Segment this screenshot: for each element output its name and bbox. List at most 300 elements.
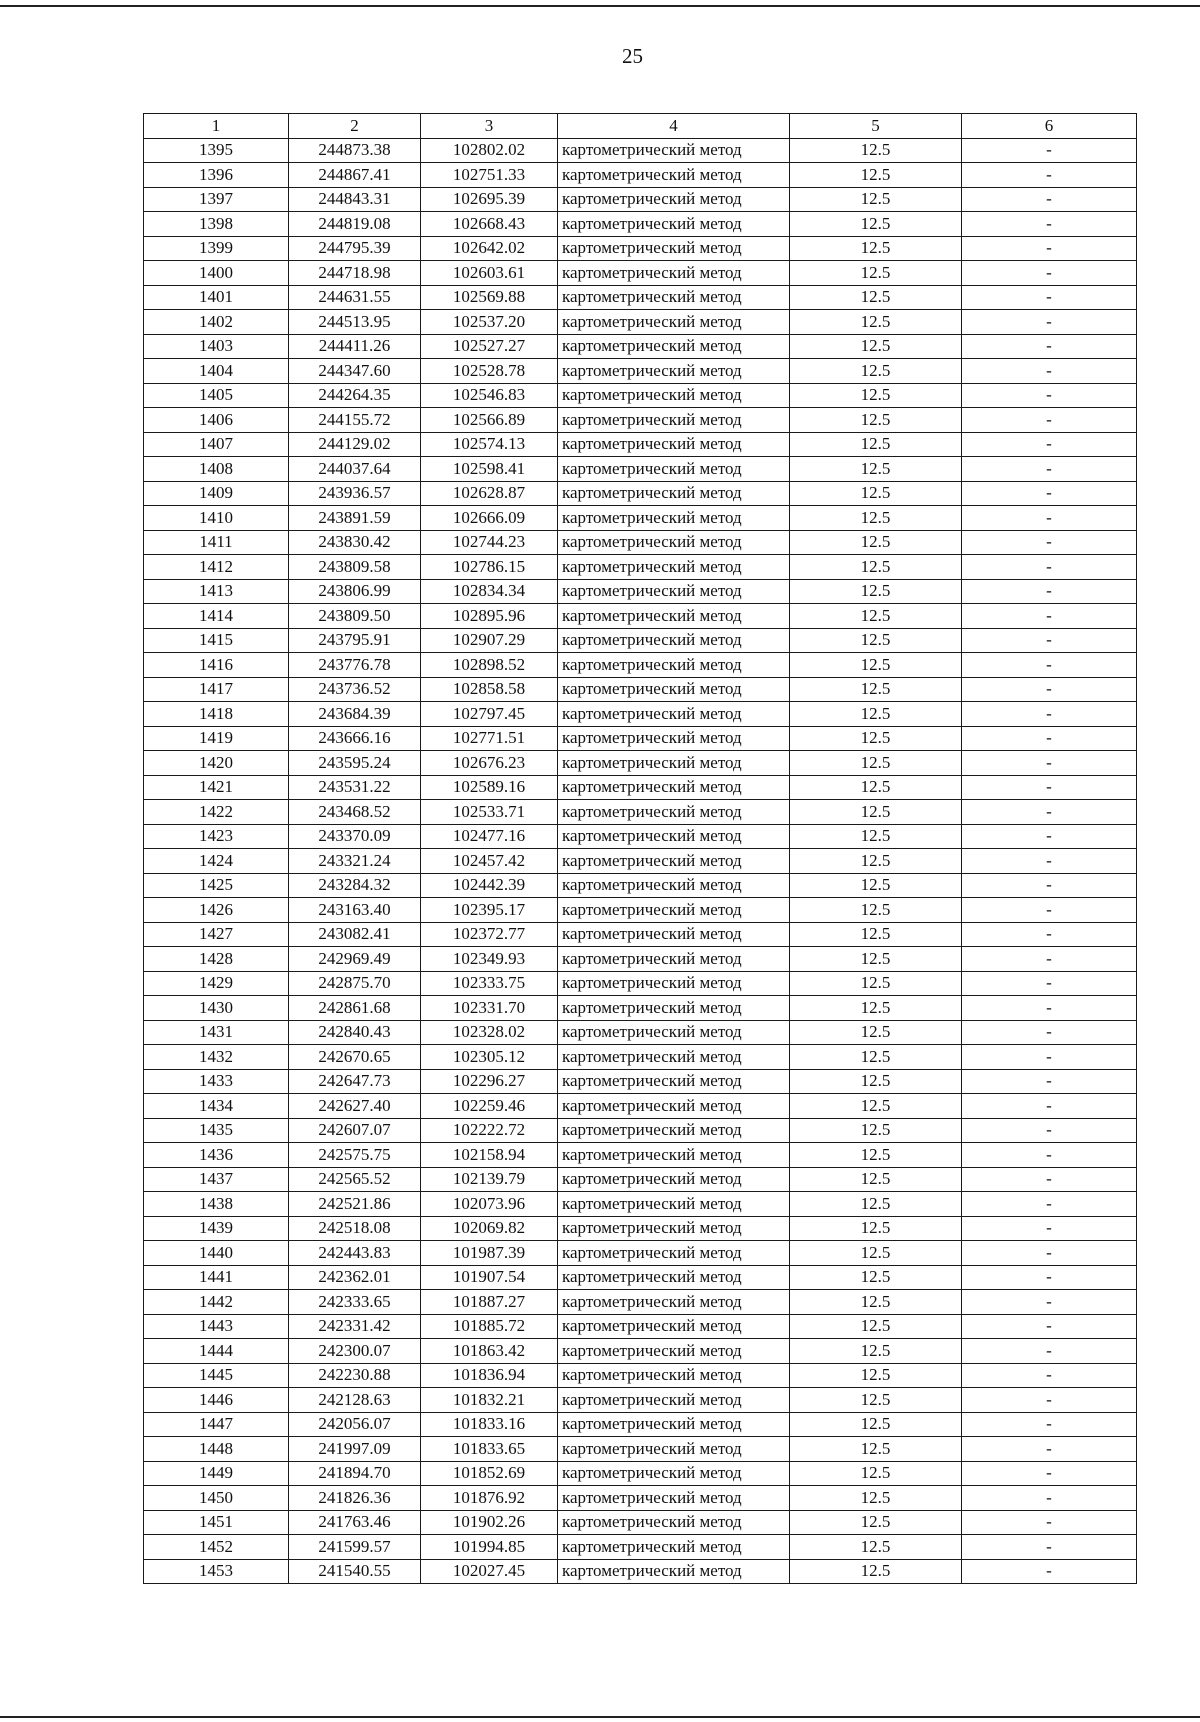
accuracy-cell: 12.5 xyxy=(790,898,962,923)
x-coordinate-cell: 241826.36 xyxy=(289,1486,421,1511)
point-number-cell: 1398 xyxy=(144,212,289,237)
method-cell: картометрический метод xyxy=(558,1363,790,1388)
x-coordinate-cell: 241997.09 xyxy=(289,1437,421,1462)
method-cell: картометрический метод xyxy=(558,285,790,310)
point-number-cell: 1418 xyxy=(144,702,289,727)
x-coordinate-cell: 243321.24 xyxy=(289,849,421,874)
accuracy-cell: 12.5 xyxy=(790,677,962,702)
table-row xyxy=(144,1314,1137,1339)
point-number-cell: 1432 xyxy=(144,1045,289,1070)
x-coordinate-cell: 243531.22 xyxy=(289,775,421,800)
accuracy-cell: 12.5 xyxy=(790,702,962,727)
y-coordinate-cell: 102158.94 xyxy=(421,1143,558,1168)
accuracy-cell: 12.5 xyxy=(790,261,962,286)
method-cell: картометрический метод xyxy=(558,1167,790,1192)
note-cell: - xyxy=(962,1314,1137,1339)
method-cell: картометрический метод xyxy=(558,310,790,335)
note-cell: - xyxy=(962,1045,1137,1070)
y-coordinate-cell: 101994.85 xyxy=(421,1535,558,1560)
method-cell: картометрический метод xyxy=(558,1486,790,1511)
method-cell: картометрический метод xyxy=(558,408,790,433)
table-row xyxy=(144,1045,1137,1070)
x-coordinate-cell: 244411.26 xyxy=(289,334,421,359)
y-coordinate-cell: 102628.87 xyxy=(421,481,558,506)
point-number-cell: 1405 xyxy=(144,383,289,408)
accuracy-cell: 12.5 xyxy=(790,1388,962,1413)
accuracy-cell: 12.5 xyxy=(790,751,962,776)
x-coordinate-cell: 242521.86 xyxy=(289,1192,421,1217)
note-cell: - xyxy=(962,800,1137,825)
x-coordinate-cell: 242575.75 xyxy=(289,1143,421,1168)
accuracy-cell: 12.5 xyxy=(790,726,962,751)
bottom-divider xyxy=(0,1716,1200,1718)
method-cell: картометрический метод xyxy=(558,530,790,555)
table-row xyxy=(144,187,1137,212)
method-cell: картометрический метод xyxy=(558,996,790,1021)
table-row xyxy=(144,138,1137,163)
y-coordinate-cell: 102328.02 xyxy=(421,1020,558,1045)
x-coordinate-cell: 241894.70 xyxy=(289,1461,421,1486)
x-coordinate-cell: 241763.46 xyxy=(289,1510,421,1535)
table-row xyxy=(144,824,1137,849)
note-cell: - xyxy=(962,1388,1137,1413)
table-row xyxy=(144,1020,1137,1045)
x-coordinate-cell: 242875.70 xyxy=(289,971,421,996)
x-coordinate-cell: 243795.91 xyxy=(289,628,421,653)
method-cell: картометрический метод xyxy=(558,1510,790,1535)
method-cell: картометрический метод xyxy=(558,1412,790,1437)
method-cell: картометрический метод xyxy=(558,163,790,188)
y-coordinate-cell: 102259.46 xyxy=(421,1094,558,1119)
accuracy-cell: 12.5 xyxy=(790,922,962,947)
table-row xyxy=(144,1486,1137,1511)
x-coordinate-cell: 242331.42 xyxy=(289,1314,421,1339)
accuracy-cell: 12.5 xyxy=(790,138,962,163)
table-row xyxy=(144,849,1137,874)
page-number: 25 xyxy=(622,44,643,68)
table-row xyxy=(144,310,1137,335)
table-row xyxy=(144,1559,1137,1584)
y-coordinate-cell: 102744.23 xyxy=(421,530,558,555)
method-cell: картометрический метод xyxy=(558,873,790,898)
note-cell: - xyxy=(962,1412,1137,1437)
accuracy-cell: 12.5 xyxy=(790,947,962,972)
table-row xyxy=(144,873,1137,898)
table-row xyxy=(144,653,1137,678)
accuracy-cell: 12.5 xyxy=(790,1510,962,1535)
method-cell: картометрический метод xyxy=(558,800,790,825)
point-number-cell: 1414 xyxy=(144,604,289,629)
table-row xyxy=(144,334,1137,359)
accuracy-cell: 12.5 xyxy=(790,873,962,898)
point-number-cell: 1441 xyxy=(144,1265,289,1290)
y-coordinate-cell: 101833.16 xyxy=(421,1412,558,1437)
table-row xyxy=(144,408,1137,433)
y-coordinate-cell: 102858.58 xyxy=(421,677,558,702)
point-number-cell: 1433 xyxy=(144,1069,289,1094)
x-coordinate-cell: 243666.16 xyxy=(289,726,421,751)
table-row xyxy=(144,1461,1137,1486)
point-number-cell: 1421 xyxy=(144,775,289,800)
method-cell: картометрический метод xyxy=(558,481,790,506)
table-row xyxy=(144,261,1137,286)
y-coordinate-cell: 101907.54 xyxy=(421,1265,558,1290)
note-cell: - xyxy=(962,947,1137,972)
point-number-cell: 1420 xyxy=(144,751,289,776)
point-number-cell: 1442 xyxy=(144,1290,289,1315)
accuracy-cell: 12.5 xyxy=(790,653,962,678)
y-coordinate-cell: 102786.15 xyxy=(421,555,558,580)
table-row xyxy=(144,677,1137,702)
x-coordinate-cell: 241599.57 xyxy=(289,1535,421,1560)
accuracy-cell: 12.5 xyxy=(790,1535,962,1560)
method-cell: картометрический метод xyxy=(558,628,790,653)
y-coordinate-cell: 102395.17 xyxy=(421,898,558,923)
accuracy-cell: 12.5 xyxy=(790,334,962,359)
point-number-cell: 1399 xyxy=(144,236,289,261)
y-coordinate-cell: 102533.71 xyxy=(421,800,558,825)
y-coordinate-cell: 102574.13 xyxy=(421,432,558,457)
method-cell: картометрический метод xyxy=(558,726,790,751)
y-coordinate-cell: 102603.61 xyxy=(421,261,558,286)
point-number-cell: 1428 xyxy=(144,947,289,972)
table-row xyxy=(144,1216,1137,1241)
accuracy-cell: 12.5 xyxy=(790,432,962,457)
y-coordinate-cell: 102898.52 xyxy=(421,653,558,678)
point-number-cell: 1434 xyxy=(144,1094,289,1119)
accuracy-cell: 12.5 xyxy=(790,530,962,555)
y-coordinate-cell: 102797.45 xyxy=(421,702,558,727)
y-coordinate-cell: 102895.96 xyxy=(421,604,558,629)
method-cell: картометрический метод xyxy=(558,1192,790,1217)
point-number-cell: 1451 xyxy=(144,1510,289,1535)
x-coordinate-cell: 243684.39 xyxy=(289,702,421,727)
table-row xyxy=(144,996,1137,1021)
point-number-cell: 1412 xyxy=(144,555,289,580)
table-row xyxy=(144,947,1137,972)
accuracy-cell: 12.5 xyxy=(790,236,962,261)
point-number-cell: 1410 xyxy=(144,506,289,531)
coordinates-table xyxy=(143,113,1137,1584)
method-cell: картометрический метод xyxy=(558,775,790,800)
accuracy-cell: 12.5 xyxy=(790,1020,962,1045)
accuracy-cell: 12.5 xyxy=(790,408,962,433)
table-header-row xyxy=(144,114,1137,139)
note-cell: - xyxy=(962,1535,1137,1560)
note-cell: - xyxy=(962,702,1137,727)
accuracy-cell: 12.5 xyxy=(790,849,962,874)
note-cell: - xyxy=(962,604,1137,629)
method-cell: картометрический метод xyxy=(558,1020,790,1045)
x-coordinate-cell: 242565.52 xyxy=(289,1167,421,1192)
accuracy-cell: 12.5 xyxy=(790,285,962,310)
x-coordinate-cell: 244155.72 xyxy=(289,408,421,433)
accuracy-cell: 12.5 xyxy=(790,506,962,531)
y-coordinate-cell: 102569.88 xyxy=(421,285,558,310)
x-coordinate-cell: 244347.60 xyxy=(289,359,421,384)
note-cell: - xyxy=(962,432,1137,457)
x-coordinate-cell: 244843.31 xyxy=(289,187,421,212)
point-number-cell: 1424 xyxy=(144,849,289,874)
note-cell: - xyxy=(962,481,1137,506)
accuracy-cell: 12.5 xyxy=(790,1118,962,1143)
point-number-cell: 1450 xyxy=(144,1486,289,1511)
note-cell: - xyxy=(962,971,1137,996)
y-coordinate-cell: 102546.83 xyxy=(421,383,558,408)
y-coordinate-cell: 102027.45 xyxy=(421,1559,558,1584)
y-coordinate-cell: 101902.26 xyxy=(421,1510,558,1535)
x-coordinate-cell: 243468.52 xyxy=(289,800,421,825)
note-cell: - xyxy=(962,1143,1137,1168)
point-number-cell: 1400 xyxy=(144,261,289,286)
method-cell: картометрический метод xyxy=(558,947,790,972)
y-coordinate-cell: 102457.42 xyxy=(421,849,558,874)
method-cell: картометрический метод xyxy=(558,1290,790,1315)
table-row xyxy=(144,457,1137,482)
method-cell: картометрический метод xyxy=(558,457,790,482)
note-cell: - xyxy=(962,212,1137,237)
note-cell: - xyxy=(962,1363,1137,1388)
note-cell: - xyxy=(962,677,1137,702)
accuracy-cell: 12.5 xyxy=(790,1241,962,1266)
note-cell: - xyxy=(962,236,1137,261)
note-cell: - xyxy=(962,1437,1137,1462)
y-coordinate-cell: 101833.65 xyxy=(421,1437,558,1462)
x-coordinate-cell: 244795.39 xyxy=(289,236,421,261)
note-cell: - xyxy=(962,873,1137,898)
accuracy-cell: 12.5 xyxy=(790,800,962,825)
note-cell: - xyxy=(962,163,1137,188)
y-coordinate-cell: 102751.33 xyxy=(421,163,558,188)
x-coordinate-cell: 242362.01 xyxy=(289,1265,421,1290)
accuracy-cell: 12.5 xyxy=(790,1216,962,1241)
accuracy-cell: 12.5 xyxy=(790,775,962,800)
y-coordinate-cell: 102528.78 xyxy=(421,359,558,384)
x-coordinate-cell: 242128.63 xyxy=(289,1388,421,1413)
point-number-cell: 1448 xyxy=(144,1437,289,1462)
point-number-cell: 1443 xyxy=(144,1314,289,1339)
y-coordinate-cell: 101876.92 xyxy=(421,1486,558,1511)
x-coordinate-cell: 244264.35 xyxy=(289,383,421,408)
point-number-cell: 1404 xyxy=(144,359,289,384)
y-coordinate-cell: 102668.43 xyxy=(421,212,558,237)
point-number-cell: 1416 xyxy=(144,653,289,678)
accuracy-cell: 12.5 xyxy=(790,824,962,849)
x-coordinate-cell: 244873.38 xyxy=(289,138,421,163)
note-cell: - xyxy=(962,726,1137,751)
accuracy-cell: 12.5 xyxy=(790,1069,962,1094)
y-coordinate-cell: 102305.12 xyxy=(421,1045,558,1070)
accuracy-cell: 12.5 xyxy=(790,1192,962,1217)
note-cell: - xyxy=(962,1192,1137,1217)
note-cell: - xyxy=(962,408,1137,433)
x-coordinate-cell: 243736.52 xyxy=(289,677,421,702)
point-number-cell: 1397 xyxy=(144,187,289,212)
method-cell: картометрический метод xyxy=(558,187,790,212)
point-number-cell: 1402 xyxy=(144,310,289,335)
table-row xyxy=(144,1094,1137,1119)
y-coordinate-cell: 102296.27 xyxy=(421,1069,558,1094)
x-coordinate-cell: 243595.24 xyxy=(289,751,421,776)
y-coordinate-cell: 102834.34 xyxy=(421,579,558,604)
note-cell: - xyxy=(962,506,1137,531)
method-cell: картометрический метод xyxy=(558,359,790,384)
accuracy-cell: 12.5 xyxy=(790,1339,962,1364)
note-cell: - xyxy=(962,1118,1137,1143)
accuracy-cell: 12.5 xyxy=(790,310,962,335)
table-row xyxy=(144,530,1137,555)
table-row xyxy=(144,285,1137,310)
y-coordinate-cell: 102666.09 xyxy=(421,506,558,531)
x-coordinate-cell: 243936.57 xyxy=(289,481,421,506)
method-cell: картометрический метод xyxy=(558,432,790,457)
y-coordinate-cell: 102598.41 xyxy=(421,457,558,482)
method-cell: картометрический метод xyxy=(558,1339,790,1364)
x-coordinate-cell: 242300.07 xyxy=(289,1339,421,1364)
note-cell: - xyxy=(962,775,1137,800)
note-cell: - xyxy=(962,579,1137,604)
method-cell: картометрический метод xyxy=(558,579,790,604)
y-coordinate-cell: 102642.02 xyxy=(421,236,558,261)
y-coordinate-cell: 101885.72 xyxy=(421,1314,558,1339)
table-row xyxy=(144,506,1137,531)
method-cell: картометрический метод xyxy=(558,751,790,776)
x-coordinate-cell: 242840.43 xyxy=(289,1020,421,1045)
table-row xyxy=(144,383,1137,408)
table-row xyxy=(144,481,1137,506)
method-cell: картометрический метод xyxy=(558,1216,790,1241)
accuracy-cell: 12.5 xyxy=(790,1486,962,1511)
table-row xyxy=(144,1388,1137,1413)
x-coordinate-cell: 242056.07 xyxy=(289,1412,421,1437)
point-number-cell: 1449 xyxy=(144,1461,289,1486)
table-row xyxy=(144,971,1137,996)
x-coordinate-cell: 242969.49 xyxy=(289,947,421,972)
note-cell: - xyxy=(962,138,1137,163)
y-coordinate-cell: 101852.69 xyxy=(421,1461,558,1486)
accuracy-cell: 12.5 xyxy=(790,383,962,408)
method-cell: картометрический метод xyxy=(558,1535,790,1560)
note-cell: - xyxy=(962,530,1137,555)
point-number-cell: 1408 xyxy=(144,457,289,482)
point-number-cell: 1431 xyxy=(144,1020,289,1045)
point-number-cell: 1447 xyxy=(144,1412,289,1437)
method-cell: картометрический метод xyxy=(558,898,790,923)
top-divider xyxy=(0,5,1200,7)
method-cell: картометрический метод xyxy=(558,236,790,261)
note-cell: - xyxy=(962,898,1137,923)
table-row xyxy=(144,1143,1137,1168)
method-cell: картометрический метод xyxy=(558,1241,790,1266)
y-coordinate-cell: 102222.72 xyxy=(421,1118,558,1143)
note-cell: - xyxy=(962,849,1137,874)
note-cell: - xyxy=(962,824,1137,849)
note-cell: - xyxy=(962,310,1137,335)
accuracy-cell: 12.5 xyxy=(790,971,962,996)
accuracy-cell: 12.5 xyxy=(790,1412,962,1437)
table-row xyxy=(144,1412,1137,1437)
method-cell: картометрический метод xyxy=(558,1388,790,1413)
note-cell: - xyxy=(962,383,1137,408)
x-coordinate-cell: 244718.98 xyxy=(289,261,421,286)
note-cell: - xyxy=(962,334,1137,359)
method-cell: картометрический метод xyxy=(558,677,790,702)
table-row xyxy=(144,1192,1137,1217)
point-number-cell: 1425 xyxy=(144,873,289,898)
note-cell: - xyxy=(962,1559,1137,1584)
accuracy-cell: 12.5 xyxy=(790,1265,962,1290)
column-header: 6 xyxy=(962,114,1137,139)
point-number-cell: 1417 xyxy=(144,677,289,702)
x-coordinate-cell: 243830.42 xyxy=(289,530,421,555)
table-row xyxy=(144,1363,1137,1388)
method-cell: картометрический метод xyxy=(558,1461,790,1486)
note-cell: - xyxy=(962,1265,1137,1290)
x-coordinate-cell: 242861.68 xyxy=(289,996,421,1021)
method-cell: картометрический метод xyxy=(558,1265,790,1290)
y-coordinate-cell: 102372.77 xyxy=(421,922,558,947)
x-coordinate-cell: 244631.55 xyxy=(289,285,421,310)
note-cell: - xyxy=(962,359,1137,384)
table-row xyxy=(144,751,1137,776)
point-number-cell: 1435 xyxy=(144,1118,289,1143)
x-coordinate-cell: 244513.95 xyxy=(289,310,421,335)
note-cell: - xyxy=(962,1216,1137,1241)
note-cell: - xyxy=(962,1290,1137,1315)
method-cell: картометрический метод xyxy=(558,849,790,874)
point-number-cell: 1395 xyxy=(144,138,289,163)
table-row xyxy=(144,1290,1137,1315)
point-number-cell: 1415 xyxy=(144,628,289,653)
table-row xyxy=(144,1118,1137,1143)
method-cell: картометрический метод xyxy=(558,1094,790,1119)
y-coordinate-cell: 102069.82 xyxy=(421,1216,558,1241)
method-cell: картометрический метод xyxy=(558,383,790,408)
x-coordinate-cell: 243284.32 xyxy=(289,873,421,898)
note-cell: - xyxy=(962,1094,1137,1119)
note-cell: - xyxy=(962,187,1137,212)
y-coordinate-cell: 102139.79 xyxy=(421,1167,558,1192)
y-coordinate-cell: 102537.20 xyxy=(421,310,558,335)
point-number-cell: 1452 xyxy=(144,1535,289,1560)
method-cell: картометрический метод xyxy=(558,334,790,359)
table-row xyxy=(144,163,1137,188)
y-coordinate-cell: 102331.70 xyxy=(421,996,558,1021)
y-coordinate-cell: 101987.39 xyxy=(421,1241,558,1266)
point-number-cell: 1411 xyxy=(144,530,289,555)
column-header: 5 xyxy=(790,114,962,139)
method-cell: картометрический метод xyxy=(558,824,790,849)
point-number-cell: 1409 xyxy=(144,481,289,506)
y-coordinate-cell: 102907.29 xyxy=(421,628,558,653)
method-cell: картометрический метод xyxy=(558,261,790,286)
method-cell: картометрический метод xyxy=(558,1045,790,1070)
note-cell: - xyxy=(962,1020,1137,1045)
y-coordinate-cell: 102771.51 xyxy=(421,726,558,751)
point-number-cell: 1445 xyxy=(144,1363,289,1388)
x-coordinate-cell: 243809.58 xyxy=(289,555,421,580)
table-row xyxy=(144,359,1137,384)
method-cell: картометрический метод xyxy=(558,1437,790,1462)
accuracy-cell: 12.5 xyxy=(790,604,962,629)
method-cell: картометрический метод xyxy=(558,971,790,996)
note-cell: - xyxy=(962,751,1137,776)
table-row xyxy=(144,236,1137,261)
method-cell: картометрический метод xyxy=(558,1559,790,1584)
accuracy-cell: 12.5 xyxy=(790,1363,962,1388)
x-coordinate-cell: 243891.59 xyxy=(289,506,421,531)
accuracy-cell: 12.5 xyxy=(790,1559,962,1584)
